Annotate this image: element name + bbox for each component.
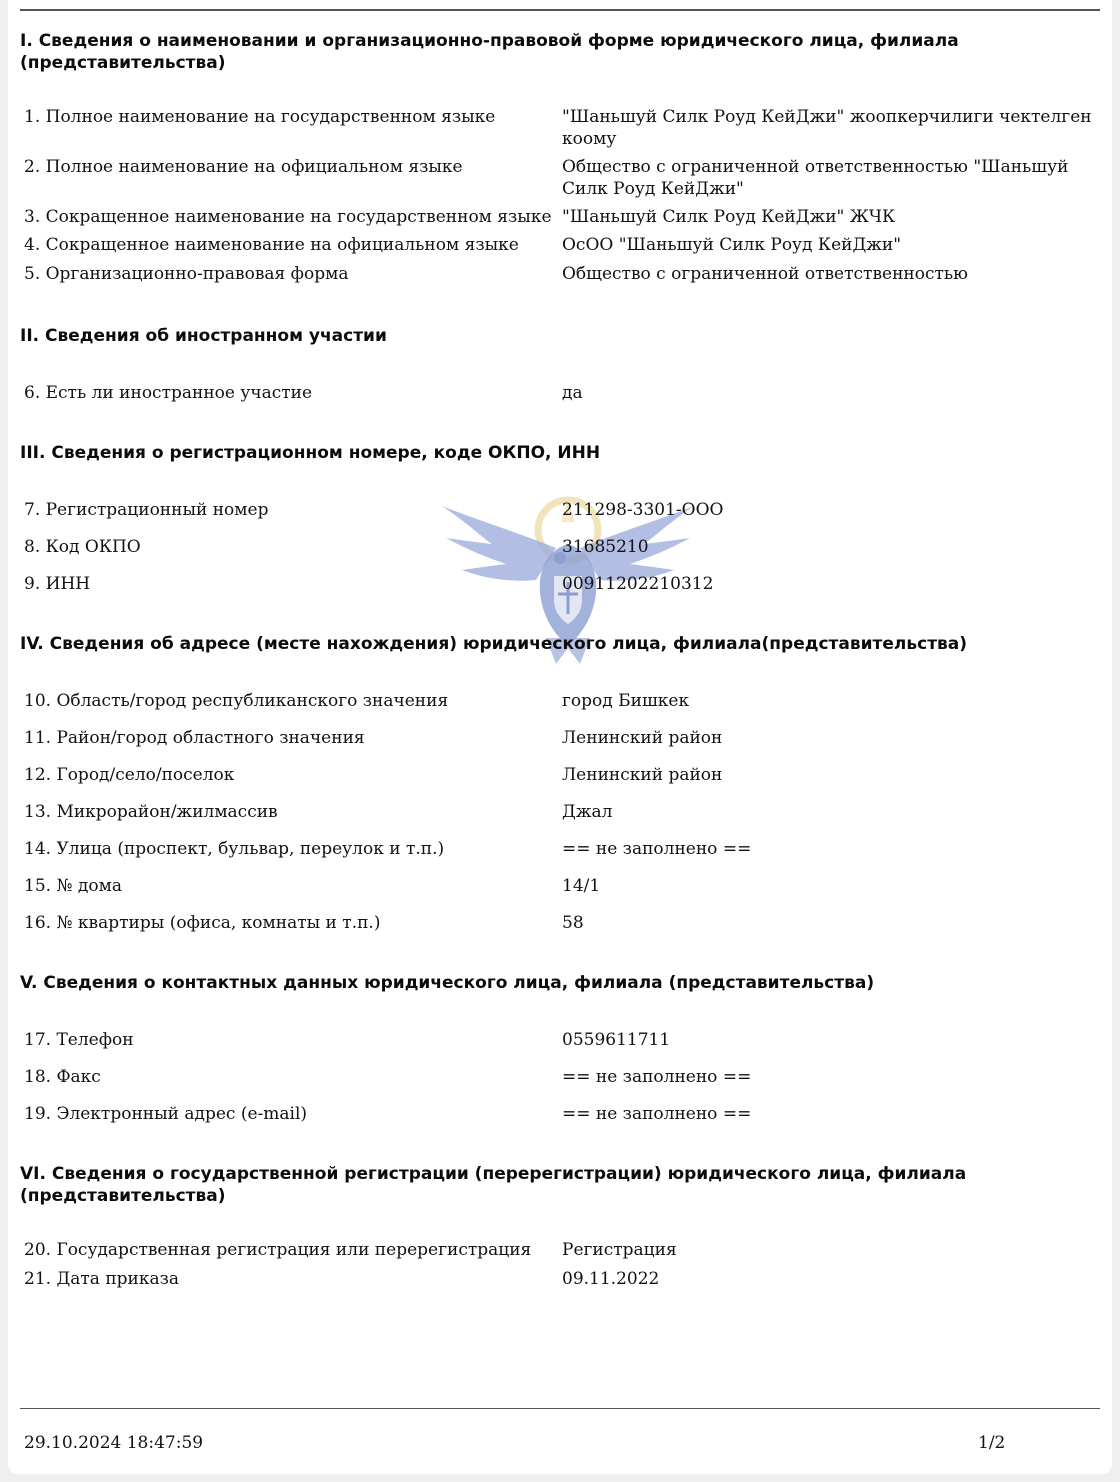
table-row (20, 1268, 1100, 1290)
field-value: Ленинский район (562, 728, 723, 748)
field-value: Джал (562, 802, 613, 822)
table-row (20, 1239, 1100, 1261)
field-value: "Шаньшуй Силк Роуд КейДжи" ЖЧК (562, 207, 896, 227)
field-value: == не заполнено == (562, 839, 752, 859)
table-row (20, 875, 1100, 897)
table-row (20, 912, 1100, 934)
section-title: IV. Сведения об адресе (месте нахождения) юридического лица, филиала(представительства) (20, 634, 968, 654)
section-title: I. Сведения о наименовании и организационно-правовой форме юридического лица, филиала (представительства) (20, 31, 959, 73)
field-value: 14/1 (562, 876, 601, 896)
section-address (20, 633, 1100, 934)
table-row (20, 382, 1100, 404)
field-label: 13. Микрорайон/жилмассив (24, 802, 278, 822)
table-row (20, 536, 1100, 558)
field-value: Общество с ограниченной ответственностью (562, 264, 968, 284)
table-row (20, 499, 1100, 521)
table-row (20, 156, 1100, 200)
section-state-registration (20, 1163, 1100, 1290)
section-title: III. Сведения о регистрационном номере, коде ОКПО, ИНН (20, 443, 601, 463)
field-value: 00911202210312 (562, 574, 714, 594)
field-label: 20. Государственная регистрация или перерегистрация (24, 1240, 532, 1260)
field-label: 19. Электронный адрес (e-mail) (24, 1104, 308, 1124)
field-label: 11. Район/город областного значения (24, 728, 365, 748)
field-value: Регистрация (562, 1240, 677, 1260)
field-value: "Шаньшуй Силк Роуд КейДжи" жоопкерчилиги чектелген коому (562, 107, 1092, 149)
field-label: 12. Город/село/поселок (24, 765, 235, 785)
table-row (20, 106, 1100, 150)
field-label: 5. Организационно-правовая форма (24, 264, 349, 284)
field-label: 1. Полное наименование на государственном языке (24, 107, 496, 127)
field-label: 15. № дома (24, 876, 122, 896)
field-label: 9. ИНН (24, 574, 91, 594)
field-value: 0559611711 (562, 1030, 671, 1050)
field-value: 211298-3301-ООО (562, 500, 724, 520)
field-value: 09.11.2022 (562, 1269, 660, 1289)
table-row (20, 1029, 1100, 1051)
field-value: ОсОО "Шаньшуй Силк Роуд КейДжи" (562, 235, 902, 255)
document-page (8, 0, 1112, 1474)
section-contacts (20, 972, 1100, 1125)
table-row (20, 234, 1100, 256)
table-row (20, 801, 1100, 823)
field-label: 10. Область/город республиканского значения (24, 691, 449, 711)
section-registration-codes (20, 442, 1100, 595)
field-label: 2. Полное наименование на официальном языке (24, 157, 463, 177)
table-row (20, 206, 1100, 228)
field-label: 21. Дата приказа (24, 1269, 180, 1289)
field-label: 18. Факс (24, 1067, 101, 1087)
field-label: 6. Есть ли иностранное участие (24, 383, 313, 403)
table-row (20, 764, 1100, 786)
field-value: == не заполнено == (562, 1104, 752, 1124)
field-label: 3. Сокращенное наименование на государственном языке (24, 207, 552, 227)
page-number: 1/2 (978, 1433, 1006, 1453)
table-row (20, 573, 1100, 595)
section-name-legal-form (20, 30, 1100, 285)
field-label: 14. Улица (проспект, бульвар, переулок и т.п.) (24, 839, 445, 859)
field-value: да (562, 383, 583, 403)
field-value: город Бишкек (562, 691, 690, 711)
table-row (20, 263, 1100, 285)
table-row (20, 838, 1100, 860)
field-label: 4. Сокращенное наименование на официальном языке (24, 235, 519, 255)
top-divider (20, 9, 1100, 11)
field-value: 58 (562, 913, 584, 933)
field-label: 16. № квартиры (офиса, комнаты и т.п.) (24, 913, 381, 933)
field-value: Общество с ограниченной ответственностью "Шаньшуй Силк Роуд КейДжи" (562, 157, 1069, 199)
footer-divider (20, 1408, 1100, 1409)
field-label: 17. Телефон (24, 1030, 134, 1050)
field-label: 8. Код ОКПО (24, 537, 141, 557)
table-row (20, 727, 1100, 749)
section-title: II. Сведения об иностранном участии (20, 326, 387, 346)
field-value: == не заполнено == (562, 1067, 752, 1087)
table-row (20, 1103, 1100, 1125)
print-datetime: 29.10.2024 18:47:59 (24, 1433, 204, 1453)
table-row (20, 690, 1100, 712)
field-value: Ленинский район (562, 765, 723, 785)
section-title: V. Сведения о контактных данных юридического лица, филиала (представительства) (20, 973, 875, 993)
table-row (20, 1066, 1100, 1088)
field-label: 7. Регистрационный номер (24, 500, 269, 520)
section-foreign-participation (20, 325, 1100, 404)
section-title: VI. Сведения о государственной регистрации (перерегистрации) юридического лица, филиала (представительства) (20, 1164, 967, 1206)
field-value: 31685210 (562, 537, 649, 557)
